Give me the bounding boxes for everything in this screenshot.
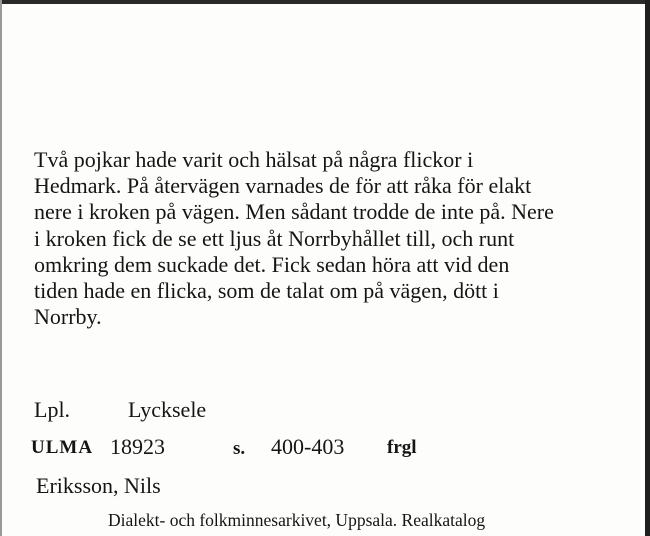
location-label: Lpl. (34, 397, 71, 422)
page-range: 400-403 (271, 434, 345, 459)
archive-footer: Dialekt- och folkminnesarkivet, Uppsala. Realkatalog (108, 510, 486, 530)
card-right-edge (645, 0, 650, 536)
page-label: s. (233, 438, 246, 459)
ulma-label: ULMA (31, 437, 94, 458)
ulma-number: 18923 (110, 434, 165, 459)
card-top-edge (0, 0, 650, 4)
informant-name: Eriksson, Nils (36, 473, 161, 498)
location-value: Lycksele (128, 397, 207, 422)
genre-code: frgl (387, 437, 417, 458)
card-left-edge (0, 0, 2, 536)
story-text: Två pojkar hade varit och hälsat på några flickor i Hedmark. På återvägen varnades de för att råka för elakt nere i kroken på vägen. Men sådant trodde de inte på. Nere i kroken fick de se ett ljus åt Norrbyhållet till, och runt omkring dem suckade det. Fick sedan höra att vid den tiden hade en flicka, som de talat om på vägen, dött i Norrby. (34, 147, 554, 330)
